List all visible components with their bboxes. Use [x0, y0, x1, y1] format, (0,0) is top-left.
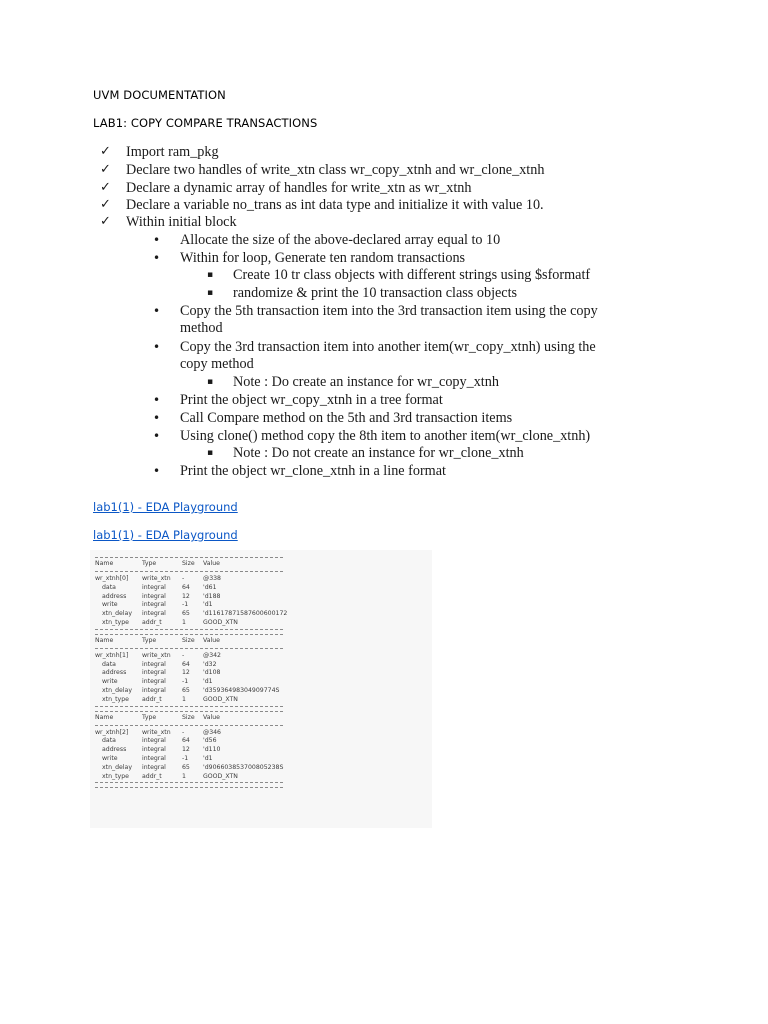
table-cell: integral [142, 610, 166, 618]
table-cell: 'd56 [203, 737, 217, 745]
table-cell: write [102, 755, 118, 762]
square-bullet-icon: ▪ [207, 270, 214, 280]
table-cell: 'd188 [203, 592, 221, 600]
step-text: Create 10 tr class objects with different strings using $sformatf [233, 267, 591, 283]
table-cell: - [182, 728, 185, 736]
checkmark-icon: ✓ [100, 162, 111, 177]
step-text: Note : Do not create an instance for wr_clone_xtnh [233, 445, 524, 461]
table-cell: 'd32 [203, 660, 217, 668]
table-cell: write_xtn [142, 575, 171, 582]
step-text: Within for loop, Generate ten random transactions [180, 250, 466, 266]
table-cell: -1 [182, 601, 189, 609]
table-cell: GOOD_XTN [203, 695, 238, 703]
bullet-icon: • [153, 304, 161, 318]
table-cell: 65 [182, 763, 190, 771]
table-cell: data [102, 737, 116, 745]
table-header-cell: Name [95, 560, 114, 567]
table-cell: -1 [182, 755, 189, 762]
table-cell: integral [142, 601, 166, 609]
checkmark-icon: ✓ [100, 180, 111, 195]
step-text: Declare two handles of write_xtn class wr_copy_xtnh and wr_clone_xtnh [126, 162, 545, 178]
table-cell: integral [142, 755, 166, 762]
table-cell: -1 [182, 678, 189, 686]
bullet-icon: • [153, 429, 161, 443]
table-cell: 12 [182, 746, 190, 754]
step-item [180, 249, 465, 267]
table-cell: 'd108 [203, 669, 221, 677]
dashed-separator [95, 711, 283, 712]
table-cell: wr_xtnh[0] [95, 575, 129, 582]
dashed-separator [95, 648, 283, 649]
table-cell: write [102, 678, 118, 686]
table-header-cell: Type [142, 713, 157, 721]
step-text: Copy the 3rd transaction item into another item(wr_copy_xtnh) using the [180, 339, 596, 355]
dashed-separator [95, 629, 283, 630]
step-text: Within initial block [126, 214, 237, 230]
eda-playground-link[interactable]: lab1(1) - EDA Playground [93, 500, 238, 514]
step-continuation [180, 319, 223, 337]
table-cell: addr_t [142, 772, 162, 780]
table-cell: 1 [182, 619, 186, 626]
checkmark-icon: ✓ [100, 144, 111, 159]
step-text: Call Compare method on the 5th and 3rd transaction items [180, 410, 513, 426]
document-title: UVM DOCUMENTATION [93, 88, 226, 102]
table-cell: 'd110 [203, 746, 221, 754]
step-text: Copy the 5th transaction item into the 3rd transaction item using the copy [180, 303, 598, 319]
table-cell: 64 [182, 660, 190, 668]
table-cell: 'd11617871587600600172 [203, 610, 288, 618]
step-item [180, 338, 596, 356]
table-header-cell: Size [182, 713, 195, 721]
table-cell: integral [142, 592, 166, 600]
table-cell: xtn_delay [102, 610, 133, 618]
table-cell: @342 [203, 651, 221, 659]
table-cell: integral [142, 583, 166, 591]
table-cell: wr_xtnh[2] [95, 728, 129, 736]
table-header-cell: Value [203, 636, 220, 644]
table-cell: addr_t [142, 619, 162, 626]
step-text: copy method [180, 356, 254, 372]
square-bullet-icon: ▪ [207, 448, 214, 458]
table-header-cell: Size [182, 560, 195, 567]
table-cell: GOOD_XTN [203, 619, 238, 626]
table-cell: xtn_type [102, 772, 129, 780]
table-cell: - [182, 575, 185, 582]
step-item [180, 462, 446, 480]
bullet-icon: • [153, 251, 161, 265]
table-header-cell: Value [203, 713, 220, 721]
table-cell: integral [142, 687, 166, 694]
step-text: Note : Do create an instance for wr_copy_xtnh [233, 374, 499, 390]
step-item [126, 143, 219, 161]
square-bullet-icon: ▪ [207, 288, 214, 298]
dashed-separator [95, 571, 283, 572]
table-cell: integral [142, 669, 166, 677]
dashed-separator [95, 787, 283, 788]
table-cell: integral [142, 678, 166, 686]
table-cell: integral [142, 763, 166, 771]
table-cell: 1 [182, 772, 186, 780]
dashed-separator [95, 782, 283, 783]
table-header-cell: Size [182, 636, 195, 644]
table-cell: 64 [182, 583, 190, 591]
step-item [233, 444, 524, 462]
table-cell: 'd61 [203, 583, 217, 591]
checkmark-icon: ✓ [100, 214, 111, 229]
step-item [180, 409, 512, 427]
eda-playground-link[interactable]: lab1(1) - EDA Playground [93, 528, 238, 542]
table-cell: 12 [182, 592, 190, 600]
table-header-cell: Name [95, 713, 114, 721]
step-item [180, 427, 590, 445]
table-cell: write_xtn [142, 651, 171, 659]
step-item [180, 391, 443, 409]
table-cell: xtn_delay [102, 763, 133, 771]
step-continuation [180, 355, 254, 373]
table-cell: address [102, 746, 127, 754]
table-cell: address [102, 592, 127, 600]
step-item [233, 266, 590, 284]
step-item [126, 161, 544, 179]
table-cell: xtn_delay [102, 687, 133, 694]
table-cell: GOOD_XTN [203, 772, 238, 780]
table-cell: integral [142, 746, 166, 754]
step-text: Declare a dynamic array of handles for write_xtn as wr_xtnh [126, 180, 472, 196]
bullet-icon: • [153, 411, 161, 425]
step-text: Print the object wr_clone_xtnh in a line format [180, 463, 446, 479]
table-cell: write [102, 601, 118, 609]
dashed-separator [95, 557, 283, 558]
bullet-icon: • [153, 233, 161, 247]
step-item [180, 231, 500, 249]
dashed-separator [95, 706, 283, 707]
dashed-separator [95, 725, 283, 726]
table-cell: - [182, 651, 185, 659]
step-text: Allocate the size of the above-declared array equal to 10 [180, 232, 501, 248]
table-cell: 'd1 [203, 755, 213, 762]
bullet-icon: • [153, 393, 161, 407]
table-cell: write_xtn [142, 728, 171, 736]
table-cell: data [102, 583, 116, 591]
table-cell: 'd35936498304909774S [203, 687, 280, 694]
step-item [233, 373, 499, 391]
table-cell: data [102, 660, 116, 668]
table-header-cell: Type [142, 560, 157, 567]
bullet-icon: • [153, 340, 161, 354]
table-cell: 'd906603853700805238S [203, 763, 284, 771]
step-item [126, 196, 544, 214]
table-cell: wr_xtnh[1] [95, 651, 129, 659]
table-header-cell: Name [95, 636, 114, 644]
square-bullet-icon: ▪ [207, 377, 214, 387]
step-text: Import ram_pkg [126, 144, 219, 160]
checkmark-icon: ✓ [100, 197, 111, 212]
dashed-separator [95, 634, 283, 635]
table-cell: @346 [203, 728, 221, 736]
lab-title: LAB1: COPY COMPARE TRANSACTIONS [93, 116, 318, 130]
table-cell: xtn_type [102, 619, 129, 626]
table-cell: address [102, 669, 127, 677]
table-cell: 1 [182, 695, 186, 703]
table-cell: 'd1 [203, 601, 213, 609]
table-header-cell: Value [203, 560, 220, 567]
step-item [126, 213, 237, 231]
table-cell: @338 [203, 575, 221, 582]
step-text: Declare a variable no_trans as int data type and initialize it with value 10. [126, 197, 544, 213]
table-cell: integral [142, 660, 166, 668]
table-cell: addr_t [142, 695, 162, 703]
step-text: Using clone() method copy the 8th item to another item(wr_clone_xtnh) [180, 428, 591, 444]
step-item [126, 179, 472, 197]
step-text: method [180, 320, 223, 336]
table-cell: 'd1 [203, 678, 213, 686]
table-cell: 65 [182, 610, 190, 618]
step-text: Print the object wr_copy_xtnh in a tree format [180, 392, 443, 408]
table-cell: xtn_type [102, 695, 129, 703]
step-item [233, 284, 517, 302]
step-text: randomize & print the 10 transaction class objects [233, 285, 518, 301]
table-cell: 64 [182, 737, 190, 745]
bullet-icon: • [153, 464, 161, 478]
table-cell: 12 [182, 669, 190, 677]
step-item [180, 302, 598, 320]
table-cell: integral [142, 737, 166, 745]
table-header-cell: Type [142, 636, 157, 644]
table-cell: 65 [182, 687, 190, 694]
